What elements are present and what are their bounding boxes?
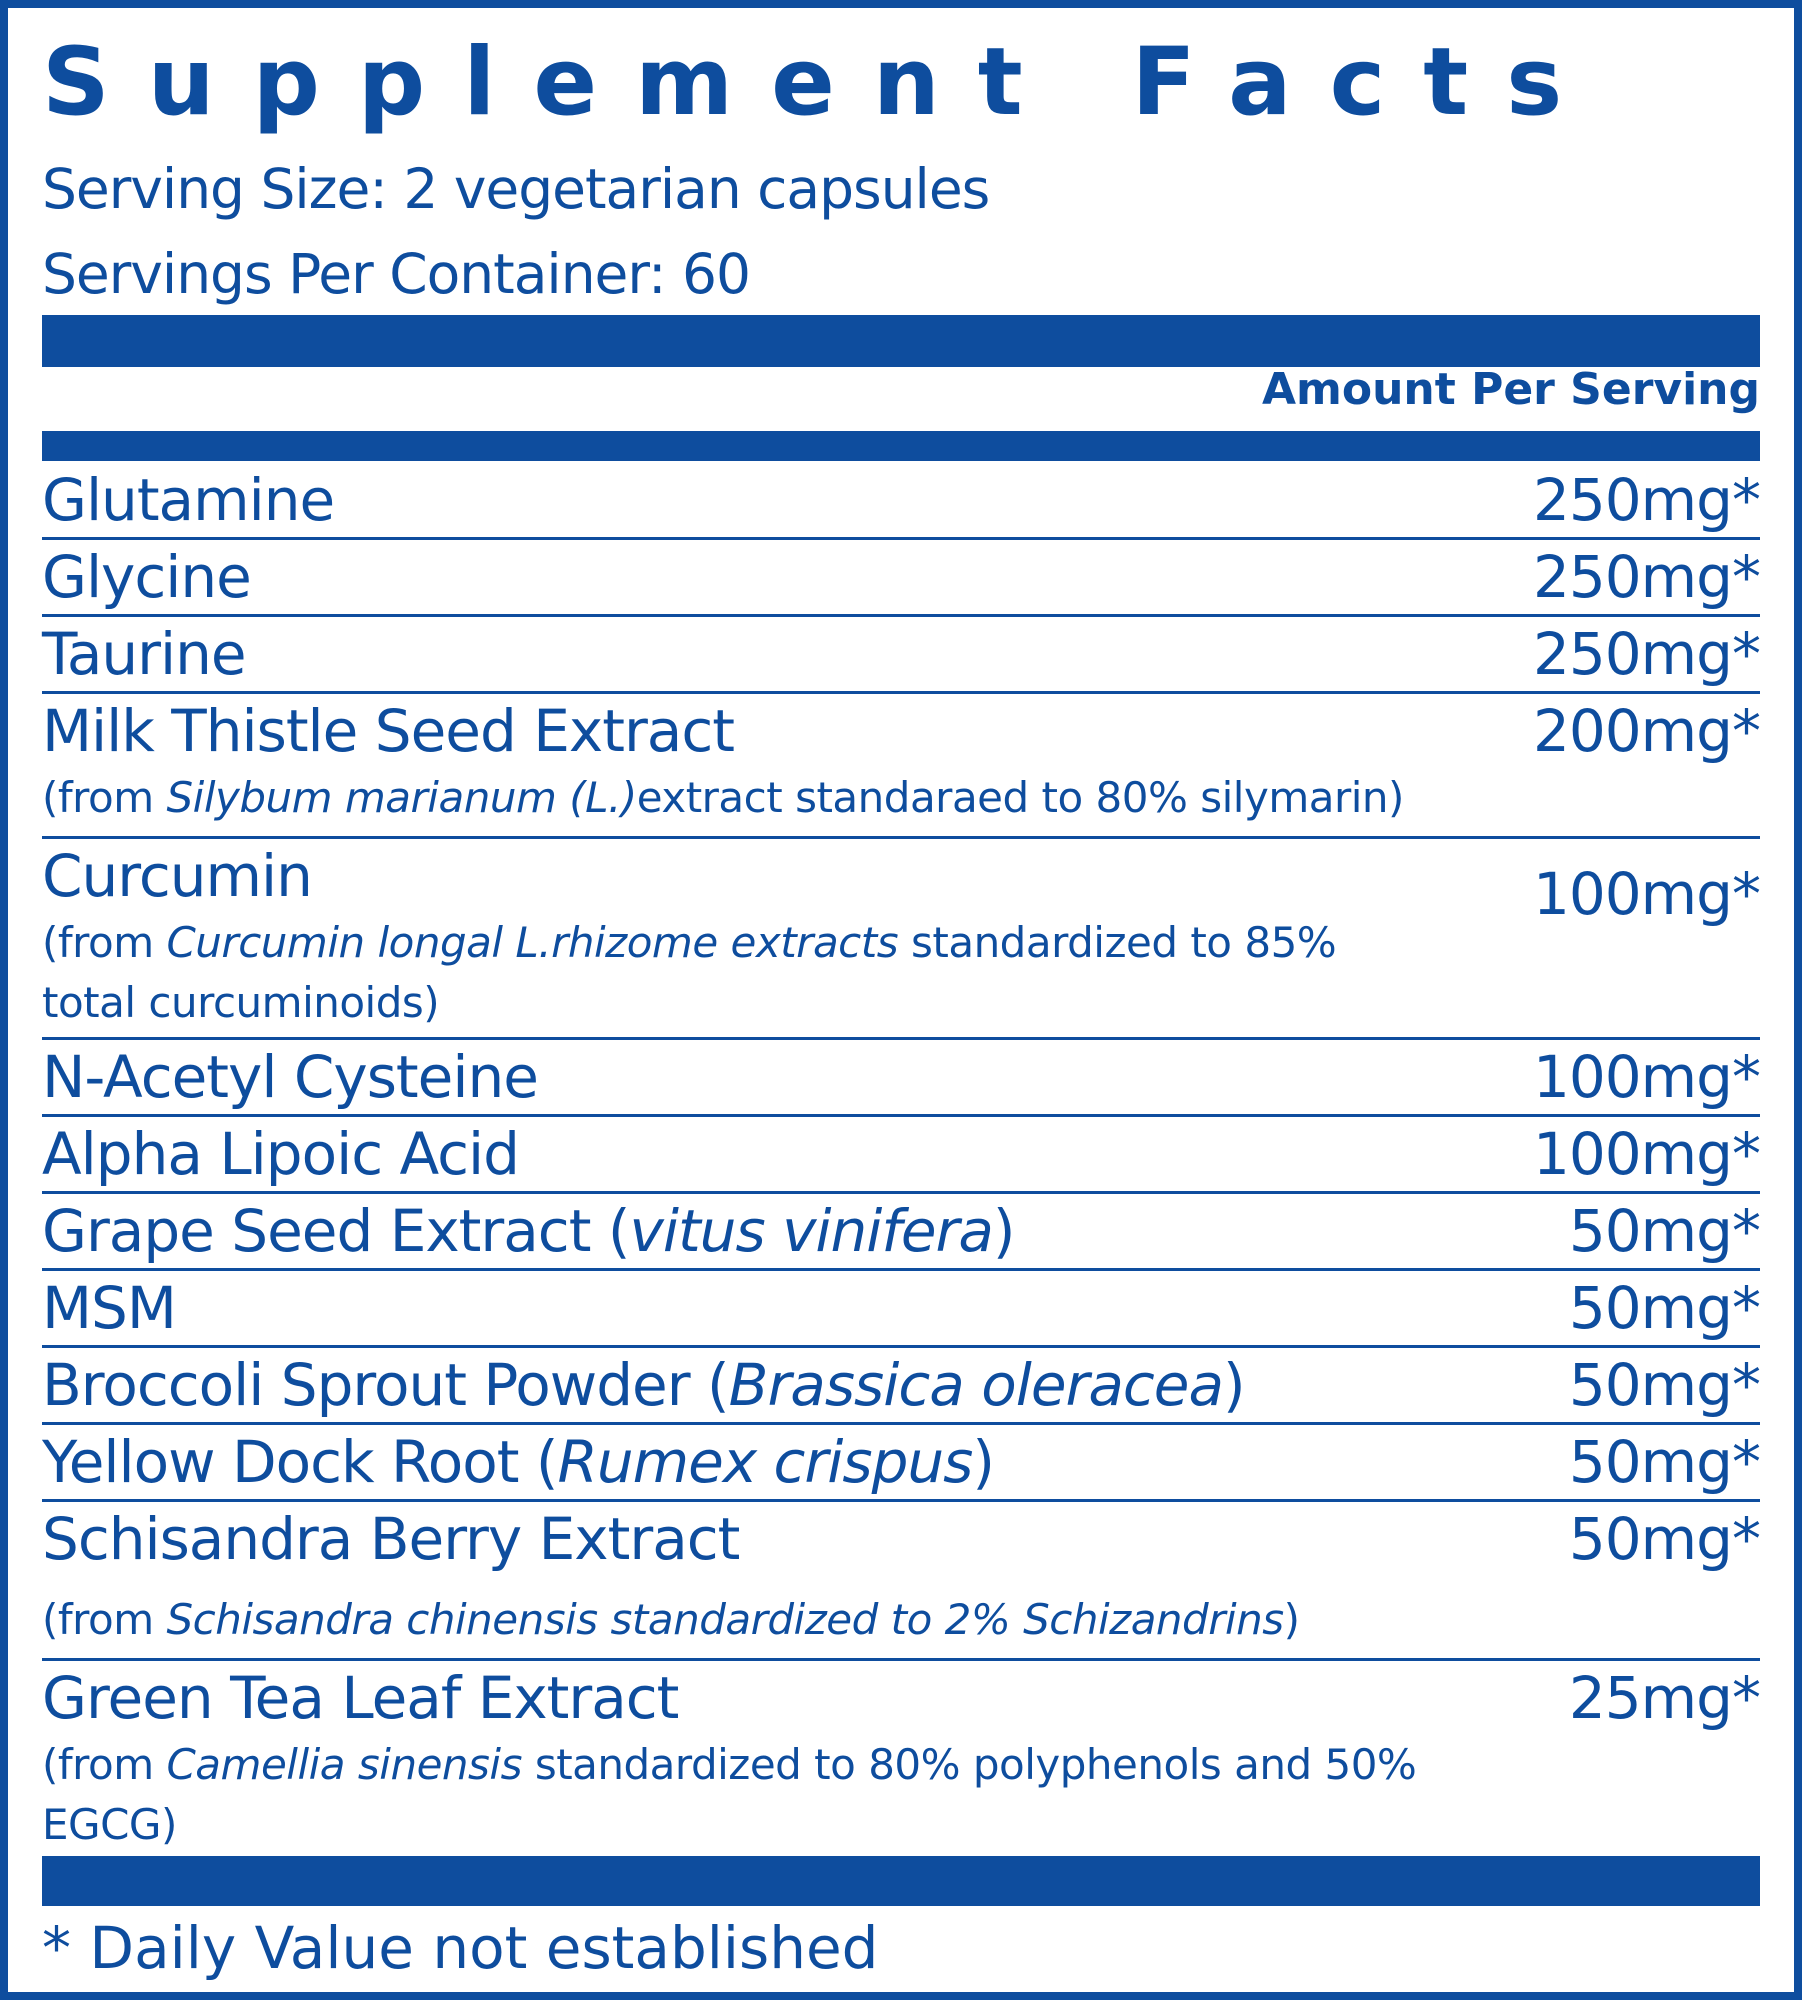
ingredient-row (42, 1117, 1760, 1194)
name-scientific: vitus vinifera (629, 1197, 993, 1265)
ingredient-amount: 50mg* (1568, 1274, 1760, 1342)
ingredient-note (42, 1735, 1432, 1855)
ingredient-row (42, 617, 1760, 694)
name-text: ) (1223, 1351, 1245, 1419)
ingredient-row (42, 1425, 1760, 1502)
ingredient-row (42, 1040, 1760, 1117)
ingredient-row (42, 1271, 1760, 1348)
note-scientific-name: Schisandra chinensis standardized to 2% Schizandrins (166, 1595, 1284, 1644)
note-text: (from (42, 918, 167, 967)
ingredient-amount: 50mg* (1568, 1197, 1760, 1265)
ingredient-amount: 200mg* (1532, 697, 1760, 765)
amount-per-serving-header: Amount Per Serving (1261, 364, 1760, 415)
ingredient-name (42, 1348, 1760, 1422)
ingredient-amount: 25mg* (1568, 1664, 1760, 1732)
footnote: * Daily Value not established (42, 1914, 879, 1982)
ingredient-amount: 50mg* (1568, 1351, 1760, 1419)
ingredient-row (42, 1502, 1760, 1661)
note-text: (from (42, 1595, 167, 1644)
thick-divider-header (42, 431, 1760, 461)
note-text: standardized to 80% polyphenols and 50% EGCG) (42, 1740, 1417, 1849)
ingredient-amount: 100mg* (1532, 860, 1760, 928)
serving-size: Serving Size: 2 vegetarian capsules (42, 157, 990, 221)
ingredient-row (42, 1194, 1760, 1271)
ingredient-name: Milk Thistle Seed Extract (42, 697, 734, 765)
panel-title: Supplement Facts (42, 28, 1601, 137)
ingredient-row (42, 1661, 1760, 1855)
ingredient-amount: 250mg* (1532, 620, 1760, 688)
ingredient-note (42, 913, 1432, 1033)
ingredient-name: Schisandra Berry Extract (42, 1505, 740, 1573)
ingredient-name: Green Tea Leaf Extract (42, 1664, 679, 1732)
ingredient-name (42, 1194, 1760, 1268)
note-text: extract standaraed to 80% silymarin) (636, 773, 1404, 822)
ingredient-amount: 250mg* (1532, 543, 1760, 611)
ingredient-list (42, 463, 1760, 1855)
name-scientific: Brassica oleracea (728, 1351, 1224, 1419)
ingredient-name: Curcumin (42, 842, 312, 910)
ingredient-amount: 50mg* (1568, 1428, 1760, 1496)
note-text: standardized to 85% total curcuminoids) (42, 918, 1337, 1027)
name-text: ) (972, 1428, 995, 1496)
name-text: Broccoli Sprout Powder ( (42, 1351, 729, 1419)
ingredient-amount: 100mg* (1532, 1043, 1760, 1111)
name-text: Grape Seed Extract ( (42, 1197, 630, 1265)
name-text: Yellow Dock Root ( (42, 1428, 558, 1496)
thick-divider-bottom (42, 1856, 1760, 1906)
ingredient-name: Taurine (42, 620, 246, 688)
ingredient-name: MSM (42, 1274, 176, 1342)
note-text: (from (42, 1740, 167, 1789)
note-text: (from (42, 773, 167, 822)
ingredient-row (42, 463, 1760, 540)
ingredient-amount: 50mg* (1568, 1505, 1760, 1573)
ingredient-row (42, 1348, 1760, 1425)
ingredient-note (42, 768, 1462, 828)
ingredient-name: Glycine (42, 543, 251, 611)
note-text: ) (1283, 1595, 1300, 1644)
note-scientific-name: Curcumin longal L.rhizome extracts (166, 918, 899, 967)
name-text: ) (992, 1197, 1015, 1265)
ingredient-row (42, 540, 1760, 617)
ingredient-amount: 100mg* (1532, 1120, 1760, 1188)
ingredient-row (42, 839, 1760, 1040)
ingredient-name: Alpha Lipoic Acid (42, 1120, 519, 1188)
ingredient-amount: 250mg* (1532, 466, 1760, 534)
ingredient-row (42, 694, 1760, 839)
note-scientific-name: Silybum marianum (L.) (166, 773, 637, 822)
servings-per-container: Servings Per Container: 60 (42, 242, 751, 306)
ingredient-note (42, 1576, 1462, 1650)
ingredient-name: N-Acetyl Cysteine (42, 1043, 538, 1111)
name-scientific: Rumex crispus (557, 1428, 973, 1496)
ingredient-name (42, 1425, 1760, 1499)
ingredient-name: Glutamine (42, 466, 335, 534)
note-scientific-name: Camellia sinensis (166, 1740, 522, 1789)
